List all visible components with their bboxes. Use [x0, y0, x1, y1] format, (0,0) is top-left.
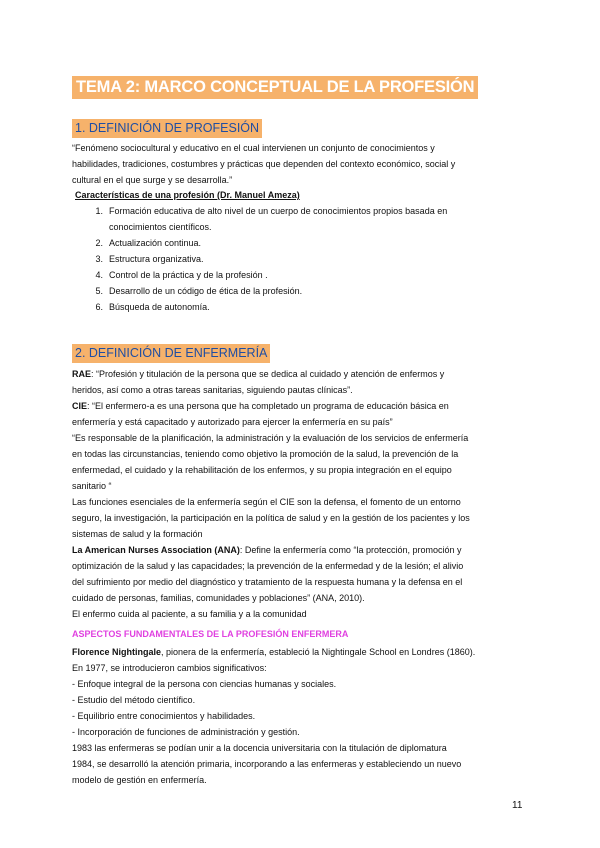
list-item: 1. Formación educativa de alto nivel de un cuerpo de conocimientos propios basada en [95, 206, 448, 216]
page-number: 11 [512, 800, 523, 811]
list-item: 3. Estructura organizativa. [95, 254, 204, 264]
page-title: TEMA 2: MARCO CONCEPTUAL DE LA PROFESIÓN [72, 76, 478, 99]
florence-label: Florence Nightingale [72, 647, 162, 657]
list-item: 6. Búsqueda de autonomía. [95, 302, 210, 312]
definition-line: habilidades, tradiciones, costumbres y prácticas que dependen del contexto económico, social y [72, 159, 456, 169]
list-item: conocimientos científicos. [109, 222, 212, 232]
aspects-body: Florence Nightingale, pionera de la enfermería, estableció la Nightingale School en Londres (1860). En 1977, se introducieron cambios significativos: - Enfoque integral de la persona con ciencias humanas y sociales. - Estudio del método científico. - Equilibrio entre conocimientos y habilidades. - Incorporación de funciones de administración y gestión. 1983 las enfermeras se podían unir a la docencia universitaria con la titulación de diplomatura 1984, se desarrolló la atención primaria, incorporando a las enfermeras y estableciendo un nuevo modelo de gestión en enfermería. [72, 647, 476, 785]
list-item: 2. Actualización continua. [95, 238, 202, 248]
characteristics-list [89, 203, 447, 315]
characteristics-title-text: Características de una profesión (Dr. Manuel Ameza) [75, 190, 300, 200]
ana-label: La American Nurses Association (ANA) [72, 545, 240, 555]
list-item: 5. Desarrollo de un código de ética de la profesión. [95, 286, 303, 296]
cie-label: CIE [72, 401, 88, 411]
section-heading-enfermeria: 2. DEFINICIÓN DE ENFERMERÍA [72, 344, 270, 363]
list-item: 4. Control de la práctica y de la profesión . [95, 270, 268, 280]
definition-line: “Fenómeno sociocultural y educativo en el cual intervienen un conjunto de conocimientos y [72, 143, 435, 153]
aspects-heading: ASPECTOS FUNDAMENTALES DE LA PROFESIÓN ENFERMERA [72, 629, 349, 639]
definition-line: cultural en el que surge y se desarrolla.” [72, 175, 233, 185]
rae-label: RAE [72, 369, 92, 379]
profesion-definition [72, 140, 532, 188]
enfermeria-definitions: RAE: “Profesión y titulación de la persona que se dedica al cuidado y atención de enfermos y heridos, así como a otras tareas sanitarias, siguiendo pautas clínicas”. CIE: “El enfermero-a es una persona que ha completado un programa de educación básica en enfermería y está capacitado y autorizado para ejercer la enfermería en su país” “Es responsable de la planificación, la administración y la evaluación de los servicios de enfermería en todas las circunstancias, teniendo como objetivo la promoción de la salud, la prevención de la enfermedad, el cuidado y la rehabilitación de los enfermos, y su propia integración en el equipo sanitario “ Las funciones esenciales de la enfermería según el CIE son la defensa, el fomento de un entorno seguro, la investigación, la participación en la política de salud y en la gestión de los pacientes y los sistemas de salud y la formación La American Nurses Association (ANA): Define la enfermería como “la protección, promoción y optimización de la salud y las capacidades; la prevención de la enfermedad y de la lesión; el alivio del sufrimiento por medio del diagnóstico y tratamiento de la respuesta humana y la defensa en el cuidado de personas, familias, comunidades y poblaciones” (ANA, 2010). El enfermo cuida al paciente, a su familia y a la comunidad [72, 369, 470, 619]
section-heading-profesion: 1. DEFINICIÓN DE PROFESIÓN [72, 119, 262, 138]
characteristics-title [75, 187, 535, 203]
